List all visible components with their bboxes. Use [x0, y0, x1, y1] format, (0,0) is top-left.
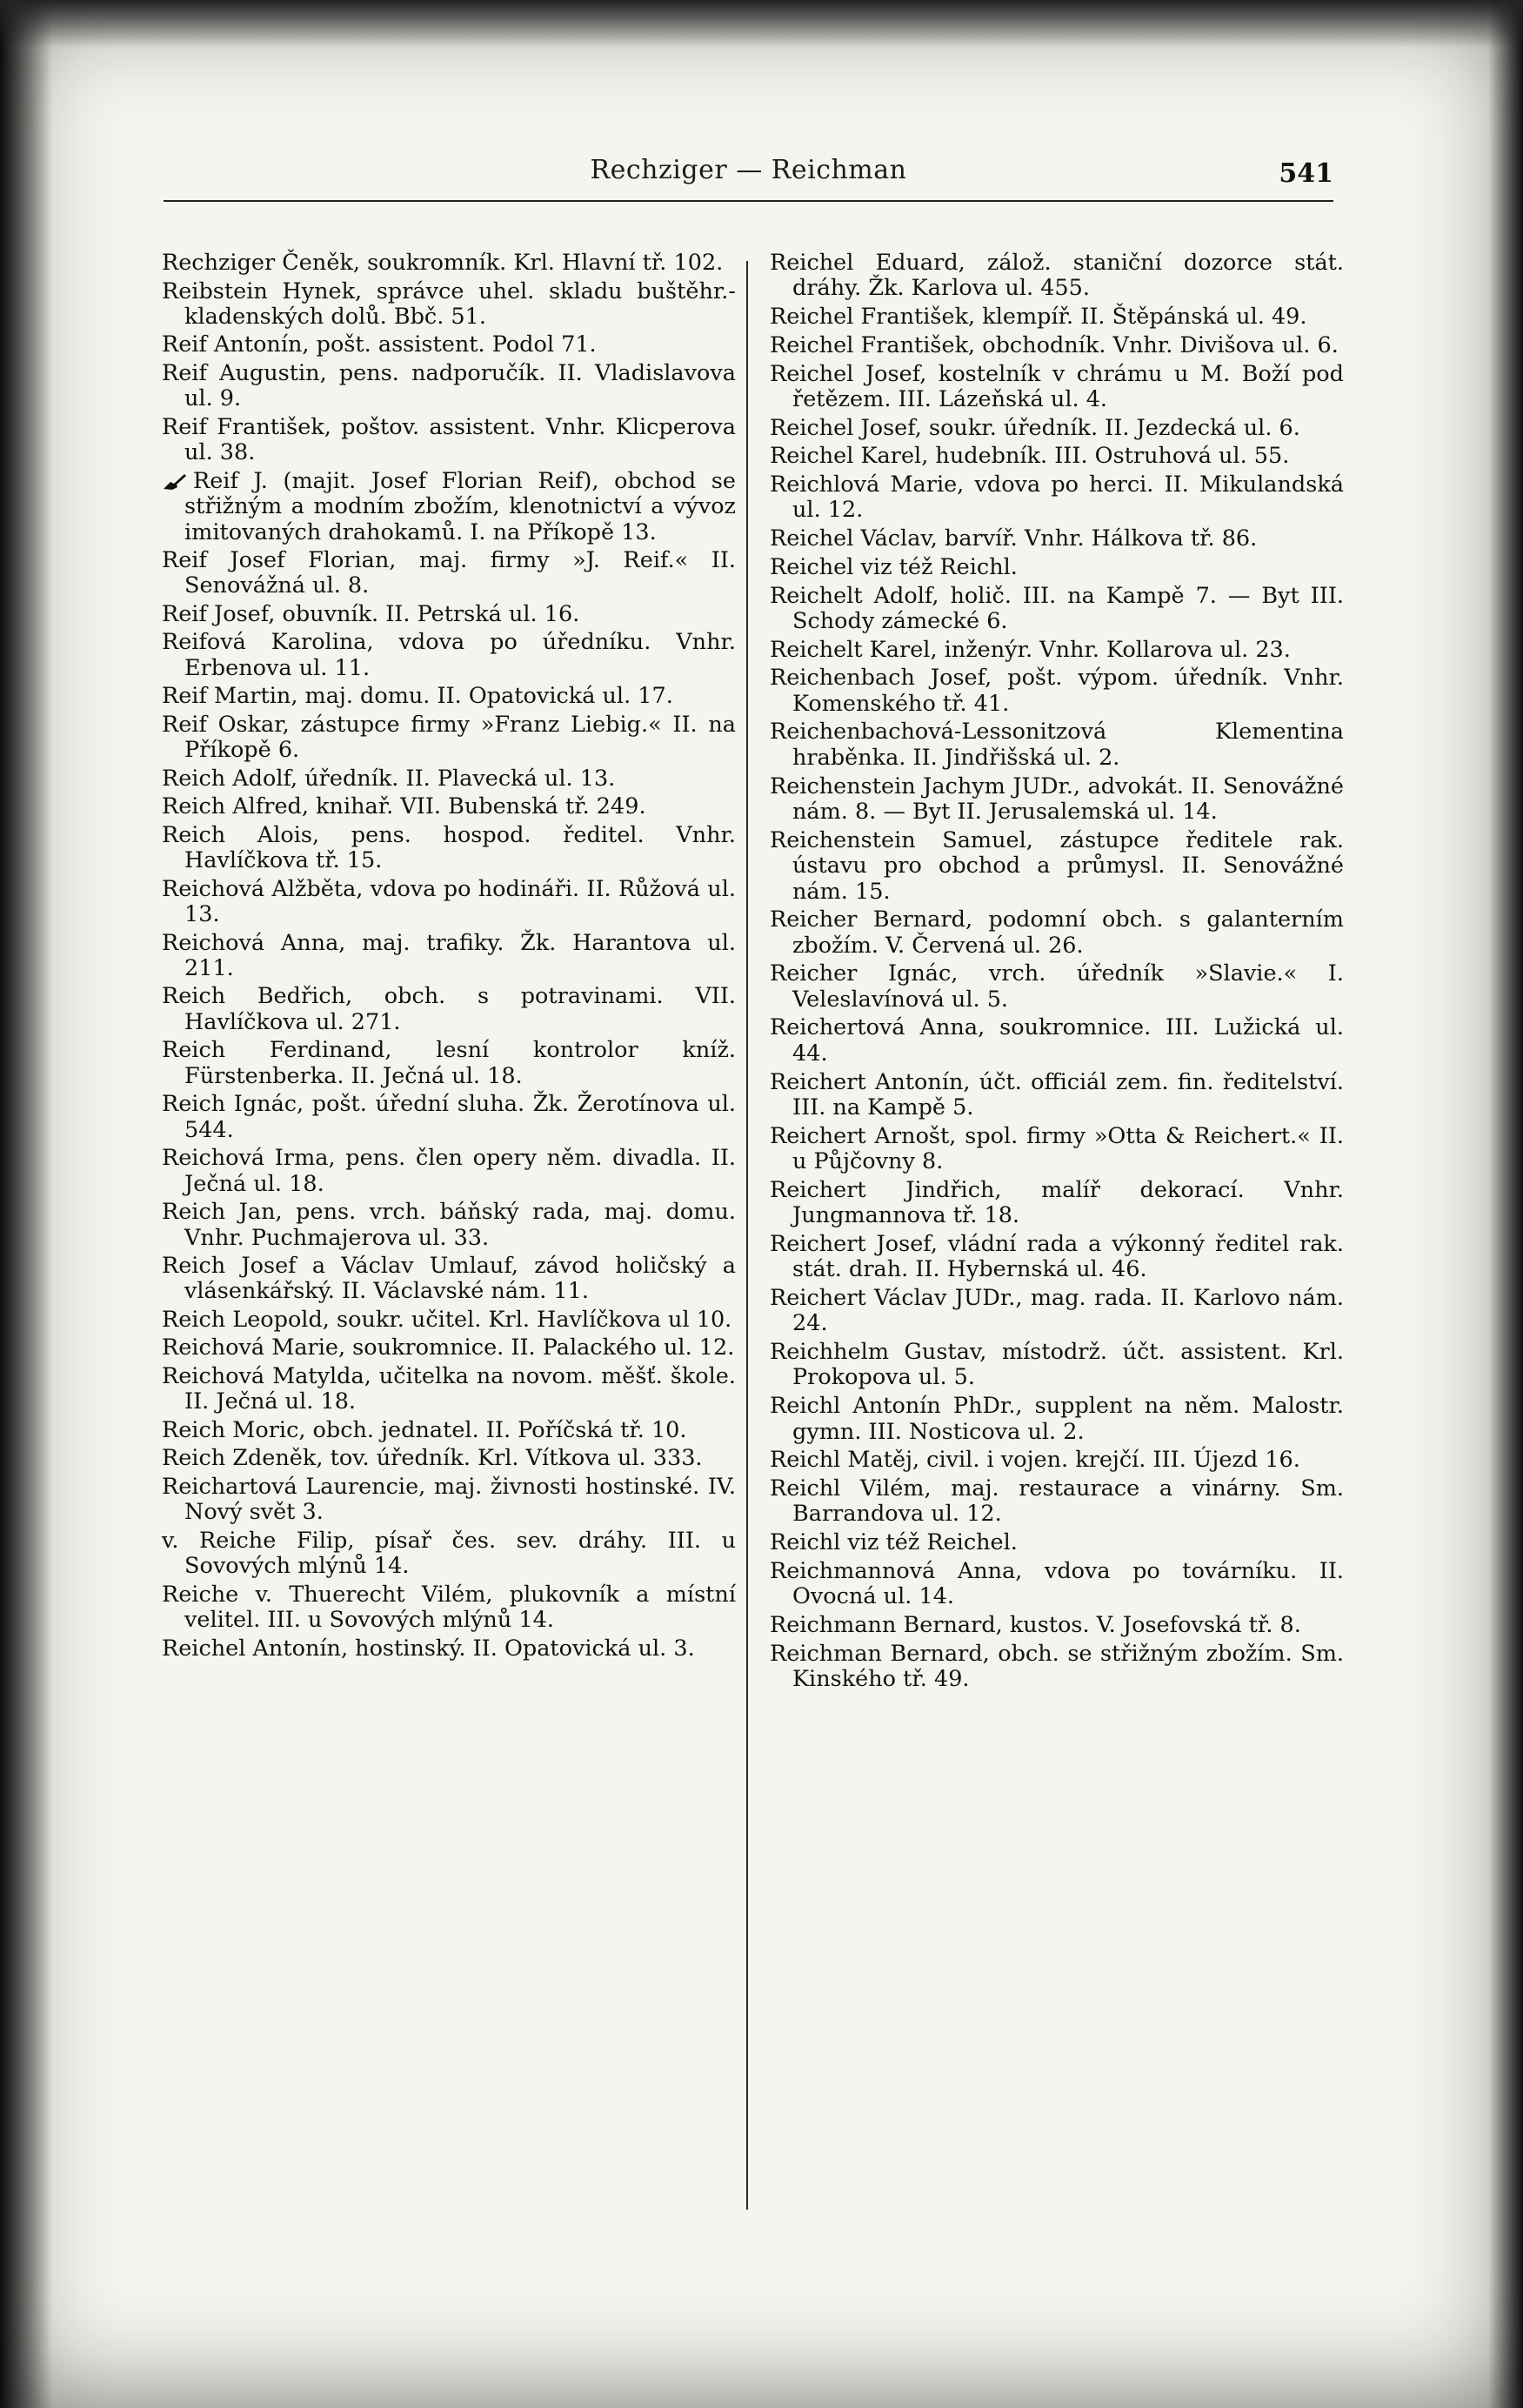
entry-text: Reichel Václav, barvíř. Vnhr. Hálkova tř. 86. — [770, 525, 1258, 552]
right-column — [770, 251, 1344, 1696]
entry-text: Reich Josef a Václav Umlauf, závod holičský a vlásenkářský. II. Václavské nám. 11. — [162, 1253, 736, 1305]
directory-entry — [770, 333, 1344, 358]
directory-entry — [162, 1364, 736, 1415]
directory-entry — [770, 444, 1344, 469]
entry-text: Reichová Anna, maj. trafiky. Žk. Harantova ul. 211. — [162, 929, 736, 981]
directory-entry — [770, 555, 1344, 580]
entry-text: Reif J. (majit. Josef Florian Reif), obchod se střižným a modním zbožím, klenotnictví a vývoz imitovaných drahokamů. I. na Příkopě 13. — [184, 467, 736, 545]
entry-text: Reif Oskar, zástupce firmy »Franz Liebig.« II. na Příkopě 6. — [162, 711, 736, 764]
directory-entry — [162, 630, 736, 681]
directory-entry — [770, 1232, 1344, 1283]
directory-entry — [162, 684, 736, 709]
entry-text: Reichhelm Gustav, místodrž. účt. assistent. Krl. Prokopova ul. 5. — [770, 1339, 1344, 1391]
directory-entry — [770, 1559, 1344, 1610]
page-shadow-right — [1488, 0, 1523, 2408]
directory-entry — [770, 1286, 1344, 1337]
entry-text: Reichel Karel, hudebník. III. Ostruhová ul. 55. — [770, 443, 1290, 470]
directory-entry — [162, 1092, 736, 1143]
directory-entry — [162, 548, 736, 599]
entry-text: Reif Augustin, pens. nadporučík. II. Vladislavova ul. 9. — [162, 359, 736, 412]
directory-entry — [162, 1528, 736, 1580]
entry-text: Reich Zdeněk, tov. úředník. Krl. Vítkova ul. 333. — [162, 1445, 703, 1472]
entry-text: Reif František, poštov. assistent. Vnhr. Klicperova ul. 38. — [162, 413, 736, 466]
entry-text: Reichertová Anna, soukromnice. III. Lužická ul. 44. — [770, 1014, 1344, 1067]
directory-entry — [162, 1475, 736, 1526]
directory-entry — [162, 984, 736, 1035]
entry-text: Reichel viz též Reichl. — [770, 553, 1018, 580]
directory-entry — [162, 1038, 736, 1089]
entry-text: Reif Martin, maj. domu. II. Opatovická ul. 17. — [162, 683, 673, 710]
directory-entry — [770, 1613, 1344, 1638]
directory-entry — [162, 361, 736, 412]
entry-text: Reichert Arnošt, spol. firmy »Otta & Reichert.« II. u Půjčovny 8. — [770, 1122, 1344, 1175]
directory-entry — [162, 1254, 736, 1305]
entry-text: Reich Bedřich, obch. s potravinami. VII. Havlíčkova ul. 271. — [162, 983, 736, 1035]
entry-text: Reichman Bernard, obch. se střižným zbožím. Sm. Kinského tř. 49. — [770, 1640, 1344, 1693]
directory-entry — [770, 1642, 1344, 1693]
directory-entry — [770, 526, 1344, 552]
directory-entry — [770, 1394, 1344, 1445]
entry-text: Reichel Josef, kostelník v chrámu u M. Boží pod řetězem. III. Lázeňská ul. 4. — [770, 360, 1344, 412]
entry-text: Reich Ferdinand, lesní kontrolor kníž. Fürstenberka. II. Ječná ul. 18. — [162, 1037, 736, 1089]
entry-text: v. Reiche Filip, písař čes. sev. dráhy. III. u Sovových mlýnů 14. — [162, 1527, 736, 1580]
entry-text: Reich Adolf, úředník. II. Plavecká ul. 13. — [162, 765, 616, 792]
left-column — [162, 251, 736, 1664]
directory-entry — [770, 362, 1344, 413]
directory-entry — [162, 1582, 736, 1634]
entry-text: Reich Alfred, knihař. VII. Bubenská tř. 249. — [162, 793, 646, 820]
entry-text: Reichl Vilém, maj. restaurace a vinárny. Sm. Barrandova ul. 12. — [770, 1475, 1344, 1528]
directory-entry — [770, 1340, 1344, 1391]
directory-entry — [162, 469, 736, 545]
directory-entry — [162, 931, 736, 982]
directory-entry — [162, 1446, 736, 1471]
directory-entry — [770, 666, 1344, 717]
entry-text: Reif Josef Florian, maj. firmy »J. Reif.« II. Senovážná ul. 8. — [162, 547, 736, 599]
entry-text: Reicher Bernard, podomní obch. s galanterním zbožím. V. Červená ul. 26. — [770, 906, 1344, 959]
entry-text: Reichert Josef, vládní rada a výkonný ředitel rak. stát. drah. II. Hybernská ul. 46. — [770, 1230, 1344, 1283]
directory-entry — [770, 1015, 1344, 1067]
entry-text: Reich Alois, pens. hospod. ředitel. Vnhr. Havlíčkova tř. 15. — [162, 821, 736, 874]
entry-text: Reichel Josef, soukr. úředník. II. Jezdecká ul. 6. — [770, 414, 1300, 441]
directory-entry — [770, 1476, 1344, 1528]
entry-text: Reichartová Laurencie, maj. živnosti hostinské. IV. Nový svět 3. — [162, 1473, 736, 1526]
directory-entry — [770, 961, 1344, 1013]
directory-entry — [162, 823, 736, 874]
directory-entry — [162, 415, 736, 466]
entry-text: Reichel Eduard, zálož. staniční dozorce stát. dráhy. Žk. Karlova ul. 455. — [770, 250, 1344, 302]
entry-text: Reicher Ignác, vrch. úředník »Slavie.« I. Veleslavínová ul. 5. — [770, 960, 1344, 1013]
entry-text: Reichert Antonín, účt. officiál zem. fin. ředitelství. III. na Kampě 5. — [770, 1068, 1344, 1120]
directory-entry — [770, 472, 1344, 524]
entry-text: Reichová Alžběta, vdova po hodináři. II. Růžová ul. 13. — [162, 875, 736, 928]
directory-entry — [770, 774, 1344, 826]
entry-text: Reichelt Karel, inženýr. Vnhr. Kollarova ul. 23. — [770, 636, 1291, 663]
directory-entry — [162, 602, 736, 627]
entry-text: Reichová Matylda, učitelka na novom. měšť. škole. II. Ječná ul. 18. — [162, 1362, 736, 1415]
directory-entry — [162, 1308, 736, 1333]
page-shadow-left — [0, 0, 52, 2408]
entry-text: Reichenstein Jachym JUDr., advokát. II. Senovážné nám. 8. — Byt II. Jerusalemská ul. 14. — [770, 773, 1344, 825]
directory-entry — [162, 1418, 736, 1443]
directory-entry — [770, 1448, 1344, 1473]
directory-entry — [770, 1124, 1344, 1175]
directory-entry — [162, 1335, 736, 1361]
directory-entry — [770, 251, 1344, 302]
entry-text: Reich Jan, pens. vrch. báňský rada, maj. domu. Vnhr. Puchmajerova ul. 33. — [162, 1199, 736, 1251]
header-rule — [164, 200, 1333, 202]
entry-text: Reif Antonín, pošt. assistent. Podol 71. — [162, 331, 597, 358]
entry-text: Reichmannová Anna, vdova po továrníku. II. Ovocná ul. 14. — [770, 1557, 1344, 1610]
directory-entry — [770, 584, 1344, 635]
entry-text: Reichel František, obchodník. Vnhr. Divišova ul. 6. — [770, 331, 1339, 358]
entry-text: Reichenbachová-Lessonitzová Klementina hraběnka. II. Jindřišská ul. 2. — [770, 719, 1344, 771]
entry-text: Reichl viz též Reichel. — [770, 1529, 1018, 1556]
entry-text: Reichert Jindřich, malíř dekorací. Vnhr. Jungmannova tř. 18. — [770, 1176, 1344, 1229]
directory-entry — [162, 1636, 736, 1662]
directory-entry — [770, 416, 1344, 441]
entry-text: Reiche v. Thuerecht Vilém, plukovník a místní velitel. III. u Sovových mlýnů 14. — [162, 1581, 736, 1634]
directory-entry — [162, 766, 736, 792]
entry-text: Reichenbach Josef, pošt. výpom. úředník. Vnhr. Komenského tř. 41. — [770, 665, 1344, 717]
entry-text: Reichl Antonín PhDr., supplent na něm. Malostr. gymn. III. Nosticova ul. 2. — [770, 1393, 1344, 1445]
directory-entry — [770, 638, 1344, 663]
entry-text: Reichel Antonín, hostinský. II. Opatovická ul. 3. — [162, 1635, 695, 1662]
directory-entry — [162, 794, 736, 819]
directory-entry — [770, 828, 1344, 905]
column-divider — [746, 261, 748, 2210]
entry-text: Reibstein Hynek, správce uhel. skladu buštěhr.-kladenských dolů. Bbč. 51. — [162, 278, 736, 330]
directory-entry — [162, 1200, 736, 1251]
entry-text: Reif Josef, obuvník. II. Petrská ul. 16. — [162, 600, 580, 627]
directory-entry — [162, 332, 736, 358]
directory-entry — [770, 1530, 1344, 1555]
entry-text: Reich Moric, obch. jednatel. II. Poříčská tř. 10. — [162, 1416, 687, 1443]
entry-text: Rechziger Čeněk, soukromník. Krl. Hlavní tř. 102. — [162, 250, 724, 276]
entry-text: Reichová Irma, pens. člen opery něm. divadla. II. Ječná ul. 18. — [162, 1145, 736, 1197]
directory-entry — [770, 1178, 1344, 1229]
directory-entry — [770, 907, 1344, 959]
directory-entry — [770, 719, 1344, 771]
directory-entry — [162, 251, 736, 276]
entry-text: Reifová Karolina, vdova po úředníku. Vnhr. Erbenova ul. 11. — [162, 629, 736, 681]
directory-entry — [162, 712, 736, 764]
entry-text: Reich Leopold, soukr. učitel. Krl. Havlíčkova ul 10. — [162, 1306, 732, 1333]
entry-text: Reichert Václav JUDr., mag. rada. II. Karlovo nám. 24. — [770, 1284, 1344, 1337]
entry-text: Reichlová Marie, vdova po herci. II. Mikulandská ul. 12. — [770, 472, 1344, 524]
entry-text: Reichenstein Samuel, zástupce ředitele rak. ústavu pro obchod a průmysl. II. Senovážné nám. 15. — [770, 826, 1344, 905]
page-shadow-top — [0, 0, 1523, 48]
entry-text: Reich Ignác, pošt. úřední sluha. Žk. Žerotínova ul. 544. — [162, 1091, 736, 1143]
entry-text: Reichel František, klempíř. II. Štěpánská ul. 49. — [770, 304, 1307, 331]
directory-entry — [162, 1146, 736, 1197]
directory-entry — [162, 877, 736, 928]
page-header — [164, 155, 1333, 200]
pointing-hand-icon — [162, 472, 188, 491]
entry-text: Reichová Marie, soukromnice. II. Palackého ul. 12. — [162, 1334, 735, 1361]
entry-text: Reichelt Adolf, holič. III. na Kampě 7. — Byt III. Schody zámecké 6. — [770, 582, 1344, 634]
entry-text: Reichl Matěj, civil. i vojen. krejčí. III. Újezd 16. — [770, 1447, 1300, 1474]
directory-entry — [162, 279, 736, 331]
running-title: Rechziger — Reichman — [590, 155, 907, 185]
page-number: 541 — [1279, 158, 1333, 189]
entry-text: Reichmann Bernard, kustos. V. Josefovská tř. 8. — [770, 1611, 1301, 1638]
directory-entry — [770, 1070, 1344, 1121]
directory-entry — [770, 304, 1344, 330]
